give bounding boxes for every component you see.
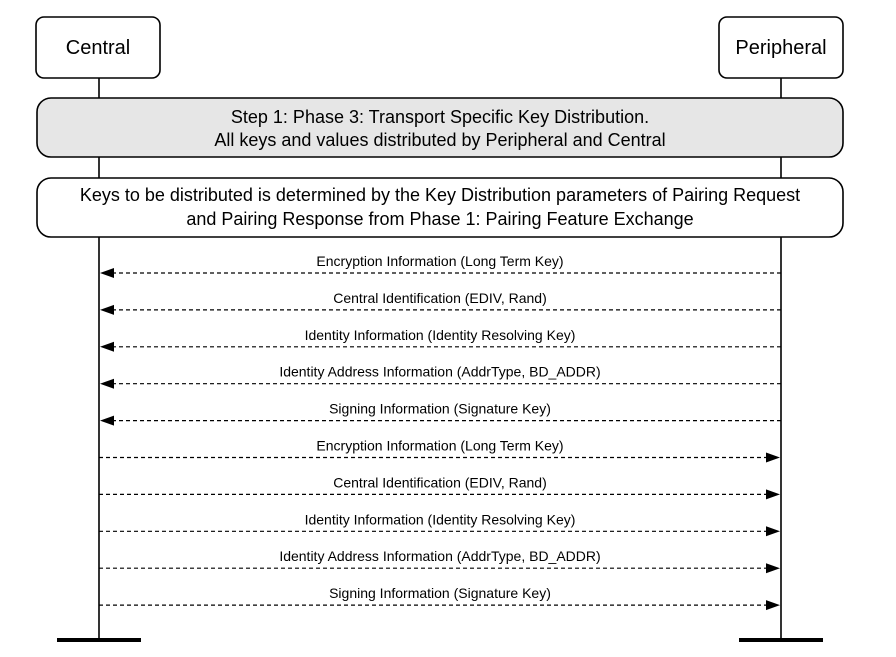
phase-box — [37, 98, 843, 157]
message-label: Identity Information (Identity Resolving Key) — [304, 326, 576, 343]
message-to-peripheral — [99, 474, 780, 499]
arrowhead-left-icon — [100, 379, 114, 389]
message-to-peripheral — [99, 548, 780, 573]
phase-box-line-2: All keys and values distributed by Peripheral and Central — [214, 130, 666, 150]
phase-box-line-1: Step 1: Phase 3: Transport Specific Key Distribution. — [230, 107, 650, 127]
message-label: Central Identification (EDIV, Rand) — [333, 289, 547, 306]
message-to-central — [100, 290, 781, 315]
message-label: Encryption Information (Long Term Key) — [316, 437, 564, 454]
message-label: Signing Information (Signature Key) — [329, 585, 551, 602]
arrowhead-left-icon — [100, 305, 114, 315]
arrowhead-right-icon — [766, 453, 780, 463]
arrowhead-right-icon — [766, 526, 780, 536]
participant-central-label: Central — [65, 37, 131, 59]
message-to-central — [100, 364, 781, 389]
arrowhead-right-icon — [766, 600, 780, 610]
message-label: Encryption Information (Long Term Key) — [316, 253, 564, 269]
message-to-peripheral — [99, 438, 780, 463]
arrowhead-left-icon — [100, 268, 114, 278]
note-box-line-1: Keys to be distributed is determined by the Key Distribution parameters of Pairing Request — [79, 185, 801, 205]
message-label: Central Identification (EDIV, Rand) — [333, 474, 547, 491]
message-list — [99, 253, 781, 610]
arrowhead-right-icon — [766, 563, 780, 573]
message-to-central — [100, 253, 781, 278]
message-label: Identity Address Information (AddrType, BD_ADDR) — [279, 363, 601, 380]
participant-peripheral-label: Peripheral — [735, 37, 827, 59]
participant-central — [36, 17, 160, 78]
arrowhead-left-icon — [100, 416, 114, 426]
message-label: Identity Information (Identity Resolving Key) — [304, 511, 576, 528]
message-to-peripheral — [99, 511, 780, 536]
message-label: Signing Information (Signature Key) — [329, 400, 551, 417]
note-box — [37, 178, 843, 237]
note-box-line-2: and Pairing Response from Phase 1: Pairing Feature Exchange — [186, 209, 694, 229]
message-to-central — [100, 327, 781, 352]
arrowhead-right-icon — [766, 489, 780, 499]
arrowhead-left-icon — [100, 342, 114, 352]
message-label: Identity Address Information (AddrType, BD_ADDR) — [279, 548, 601, 565]
participant-peripheral — [719, 17, 843, 78]
message-to-peripheral — [99, 585, 780, 610]
message-to-central — [100, 401, 781, 426]
